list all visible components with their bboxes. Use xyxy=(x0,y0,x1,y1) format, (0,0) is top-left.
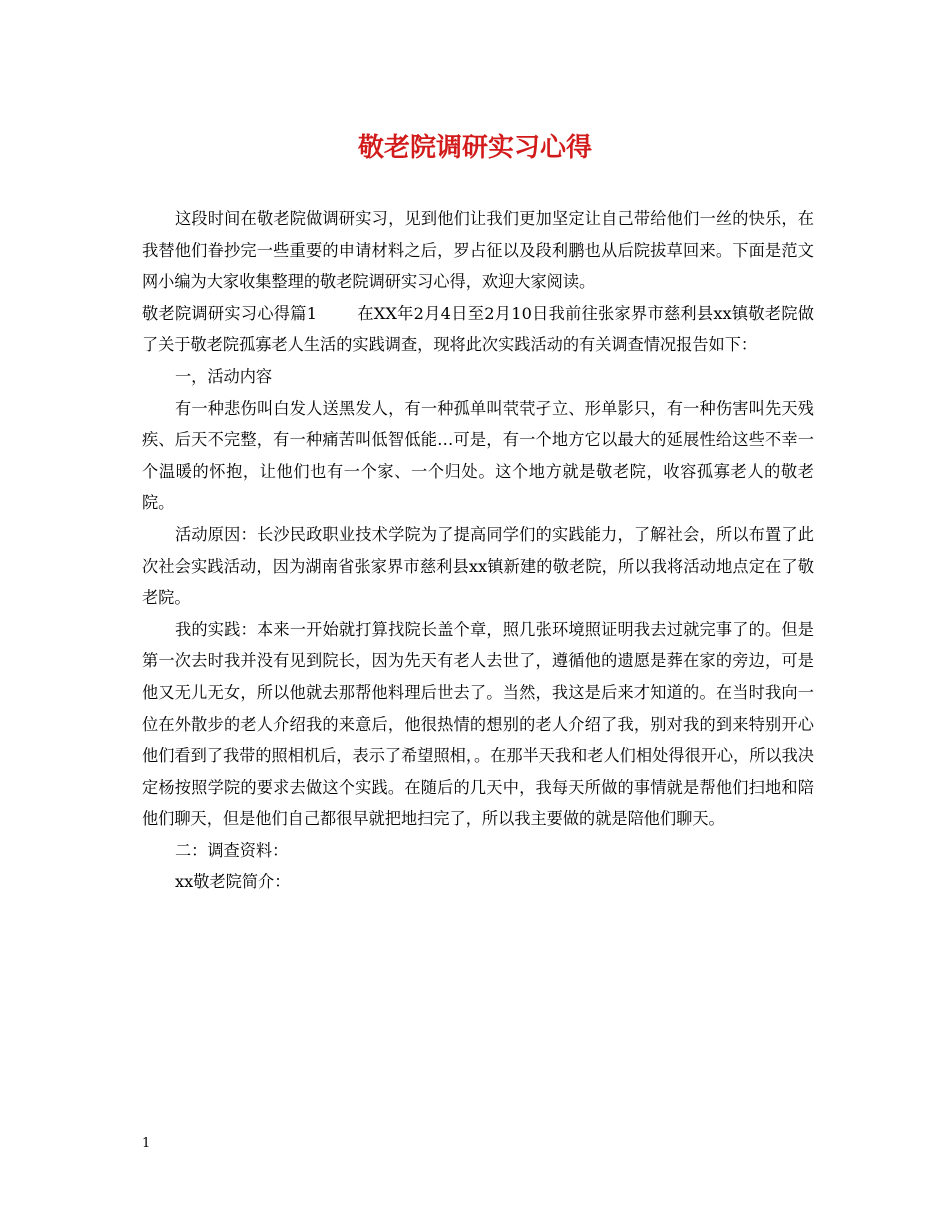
part1-text: 在XX年2月4日至2月10日我前往张家界市慈利县xx镇敬老院做了关于敬老院孤寡老人生活的实践调查，现将此次实践活动的有关调查情况报告如下： xyxy=(142,303,814,355)
intro-paragraph: 这段时间在敬老院做调研实习，见到他们让我们更加坚定让自己带给他们一丝的快乐，在我替他们眷抄完一些重要的申请材料之后，罗占征以及段利鹏也从后院拔草回来。下面是范文网小编为大家收集整理的敬老院调研实习心得，欢迎大家阅读。 xyxy=(142,209,814,292)
document-body xyxy=(142,203,814,898)
document-title: 敬老院调研实习心得 xyxy=(357,133,592,163)
section-heading-activity: 一，活动内容 xyxy=(175,366,273,386)
paragraph-sorrow: 有一种悲伤叫白发人送黑发人，有一种孤单叫茕茕孑立、形单影只，有一种伤害叫先天残疾、后天不完整，有一种痛苦叫低智低能…可是，有一个地方它以最大的延展性给这些不幸一个温暖的怀抱，让他们也有一个家、一个归处。这个地方就是敬老院，收容孤寡老人的敬老院。 xyxy=(142,398,814,513)
section-heading-survey: 二：调查资料： xyxy=(175,840,289,860)
part1-paragraph xyxy=(142,298,814,361)
page-number: 1 xyxy=(142,1136,151,1151)
paragraph-reason: 活动原因：长沙民政职业技术学院为了提高同学们的实践能力，了解社会，所以布置了此次社会实践活动，因为湖南省张家界市慈利县xx镇新建的敬老院，所以我将活动地点定在了敬老院。 xyxy=(142,524,814,608)
section-heading-intro: xx敬老院简介： xyxy=(175,872,291,892)
part1-label: 敬老院调研实习心得篇1 xyxy=(142,303,318,323)
paragraph-practice: 我的实践：本来一开始就打算找院长盖个章，照几张环境照证明我去过就完事了的。但是第一次去时我并没有见到院长，因为先天有老人去世了，遵循他的遗愿是葬在家的旁边，可是他又无儿无女，所以他就去那帮他料理后世去了。当然，我这是后来才知道的。在当时我向一位在外散步的老人介绍我的来意后，他很热情的想别的老人介绍了我，别对我的到来特别开心他们看到了我带的照相机后，表示了希望照相，。在那半天我和老人们相处得很开心，所以我决定杨按照学院的要求去做这个实践。在随后的几天中，我每天所做的事情就是帮他们扫地和陪他们聊天，但是他们自己都很早就把地扫完了，所以我主要做的就是陪他们聊天。 xyxy=(142,619,814,829)
